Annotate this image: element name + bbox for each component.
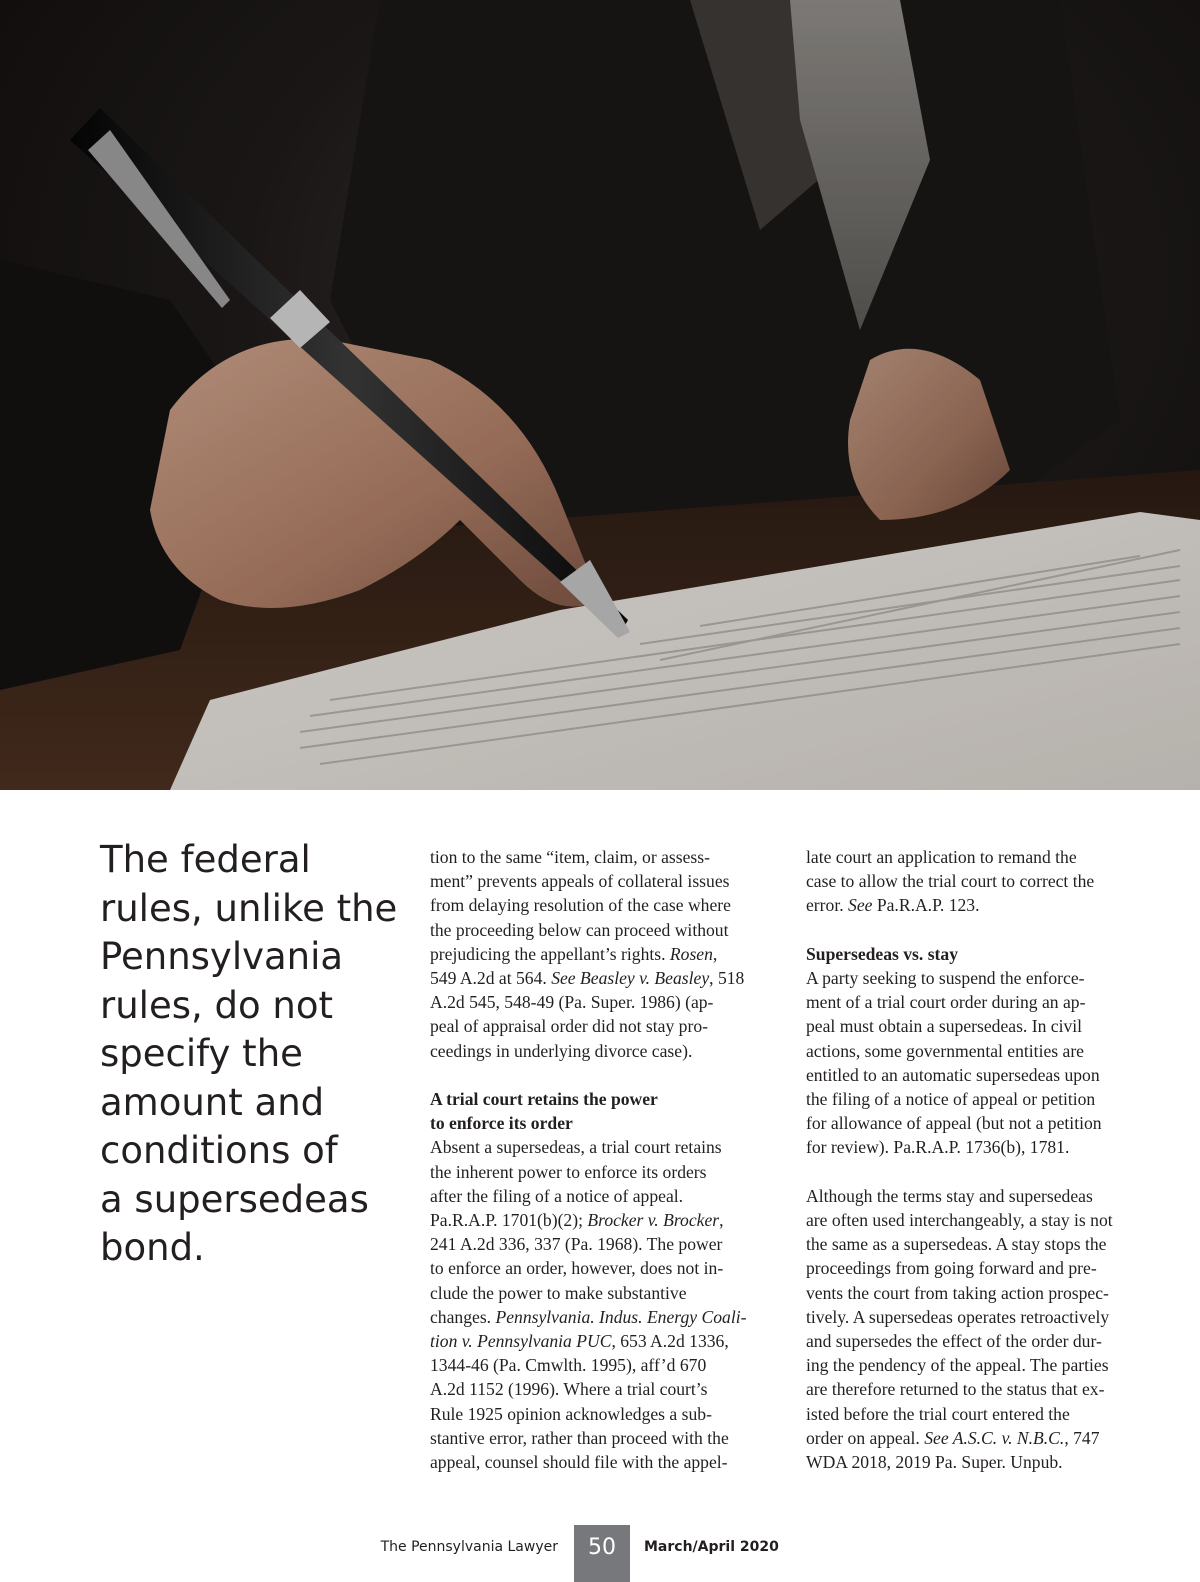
text-line: the filing of a notice of appeal or petition: [806, 1089, 1096, 1110]
text-line: stantive error, rather than proceed with the: [430, 1427, 729, 1448]
paragraph: [806, 845, 1156, 918]
text-line: actions, some governmental entities are: [806, 1040, 1084, 1061]
text-line: tively. A supersedeas operates retroactively: [806, 1306, 1110, 1327]
text-line: Although the terms stay and supersedeas: [806, 1185, 1093, 1206]
text-line: appeal, counsel should file with the appel-: [430, 1452, 728, 1473]
page-footer: [0, 1525, 1200, 1582]
pull-quote-line: bond.: [100, 1226, 205, 1269]
text-line: the same as a supersedeas. A stay stops the: [806, 1234, 1107, 1255]
text-line: to enforce an order, however, does not in-: [430, 1258, 724, 1279]
text-line: are often used interchangeably, a stay is not: [806, 1210, 1113, 1231]
pull-quote-line: rules, unlike the: [100, 886, 398, 930]
text-run: Pa.R.A.P. 1701(b)(2);: [430, 1210, 588, 1231]
text-run: order on appeal.: [806, 1427, 925, 1448]
section-heading: [430, 1087, 770, 1135]
text-line: [806, 1426, 1156, 1450]
text-run: Pa.R.A.P. 123.: [872, 895, 980, 916]
pull-quote-line: rules, do not: [100, 983, 333, 1027]
text-line: clude the power to make substantive: [430, 1282, 687, 1303]
text-line: [806, 893, 1156, 917]
issue-date: March/April 2020: [644, 1539, 779, 1555]
case-citation: See Beasley v. Beasley: [551, 968, 710, 989]
paragraph-gap: [806, 1160, 1156, 1184]
pull-quote-line: specify the: [100, 1032, 303, 1075]
text-line: the proceeding below can proceed without: [430, 919, 729, 940]
case-citation: See A.S.C. v. N.B.C.: [924, 1427, 1065, 1448]
paragraph-gap: [430, 1063, 770, 1087]
case-citation: tion v. Pennsylvania PUC: [430, 1331, 612, 1352]
pull-quote-line: Pennsylvania: [100, 935, 344, 978]
pull-quote-line: a supersedeas: [100, 1177, 369, 1221]
hero-photo: [0, 0, 1200, 790]
text-line: ment of a trial court order during an ap-: [806, 992, 1086, 1013]
text-run: ,: [712, 943, 718, 964]
text-line: [430, 942, 770, 966]
text-line: case to allow the trial court to correct the: [806, 871, 1095, 892]
text-line: Absent a supersedeas, a trial court retains: [430, 1137, 722, 1158]
text-line: for review). Pa.R.A.P. 1736(b), 1781.: [806, 1137, 1070, 1158]
text-run: , 518: [709, 968, 745, 989]
text-line: peal must obtain a supersedeas. In civil: [806, 1016, 1083, 1037]
text-line: 1344-46 (Pa. Cmwlth. 1995), aff’d 670: [430, 1355, 707, 1376]
text-line: peal of appraisal order did not stay pro-: [430, 1016, 708, 1037]
signal-word: See: [848, 895, 873, 916]
paragraph: [430, 1135, 770, 1474]
text-line: [430, 1329, 770, 1353]
paragraph: [430, 845, 770, 1063]
text-line: from delaying resolution of the case where: [430, 895, 731, 916]
paragraph-gap: [806, 918, 1156, 942]
text-line: [430, 1208, 770, 1232]
text-line: for allowance of appeal (but not a petition: [806, 1113, 1102, 1134]
text-line: 241 A.2d 336, 337 (Pa. 1968). The power: [430, 1234, 723, 1255]
case-citation: Brocker v. Brocker: [587, 1210, 720, 1231]
publication-name: The Pennsylvania Lawyer: [380, 1539, 558, 1555]
text-run: ,: [719, 1210, 724, 1231]
text-run: , 653 A.2d 1336,: [611, 1331, 729, 1352]
case-citation: Pennsylvania. Indus. Energy Coali-: [495, 1306, 747, 1327]
text-line: entitled to an automatic supersedeas upon: [806, 1064, 1100, 1085]
text-run: prejudicing the appellant’s rights.: [430, 943, 670, 964]
text-line: after the filing of a notice of appeal.: [430, 1185, 684, 1206]
text-line: ceedings in underlying divorce case).: [430, 1040, 693, 1061]
text-line: ment” prevents appeals of collateral issues: [430, 871, 730, 892]
text-line: WDA 2018, 2019 Pa. Super. Unpub.: [806, 1452, 1063, 1473]
text-line: proceedings from going forward and pre-: [806, 1258, 1097, 1279]
body-column-1: [430, 845, 770, 1474]
pull-quote-line: conditions of: [100, 1129, 338, 1172]
text-line: A.2d 1152 (1996). Where a trial court’s: [430, 1379, 708, 1400]
pull-quote: [100, 836, 398, 1273]
text-line: late court an application to remand the: [806, 847, 1077, 867]
pull-quote-line: amount and: [100, 1080, 325, 1124]
text-line: Rule 1925 opinion acknowledges a sub-: [430, 1403, 712, 1424]
body-column-2: [806, 845, 1156, 1474]
text-line: ing the pendency of the appeal. The parties: [806, 1355, 1109, 1376]
text-line: tion to the same “item, claim, or assess-: [430, 847, 710, 867]
case-citation: Rosen: [669, 943, 713, 964]
text-line: and supersedes the effect of the order dur-: [806, 1331, 1102, 1352]
text-run: , 747: [1064, 1427, 1100, 1448]
page-number: 50: [574, 1525, 630, 1582]
text-line: the inherent power to enforce its orders: [430, 1161, 707, 1182]
heading-line: to enforce its order: [430, 1113, 573, 1134]
pull-quote-line: The federal: [100, 838, 311, 881]
text-line: A party seeking to suspend the enforce-: [806, 968, 1085, 988]
text-line: [430, 1305, 770, 1329]
text-line: [430, 966, 770, 990]
section-heading: Supersedeas vs. stay: [806, 943, 959, 964]
hand-writing-with-pen-photo: [0, 0, 1200, 790]
text-line: isted before the trial court entered the: [806, 1403, 1070, 1424]
text-line: vents the court from taking action prospec-: [806, 1282, 1109, 1303]
text-run: error.: [806, 895, 849, 916]
paragraph: [806, 966, 1156, 1160]
text-run: 549 A.2d at 564.: [430, 968, 552, 989]
heading-line: A trial court retains the power: [430, 1089, 658, 1110]
paragraph: [806, 1184, 1156, 1474]
text-line: A.2d 545, 548-49 (Pa. Super. 1986) (ap-: [430, 992, 714, 1013]
text-line: are therefore returned to the status that ex-: [806, 1379, 1105, 1400]
text-run: changes.: [430, 1306, 496, 1327]
